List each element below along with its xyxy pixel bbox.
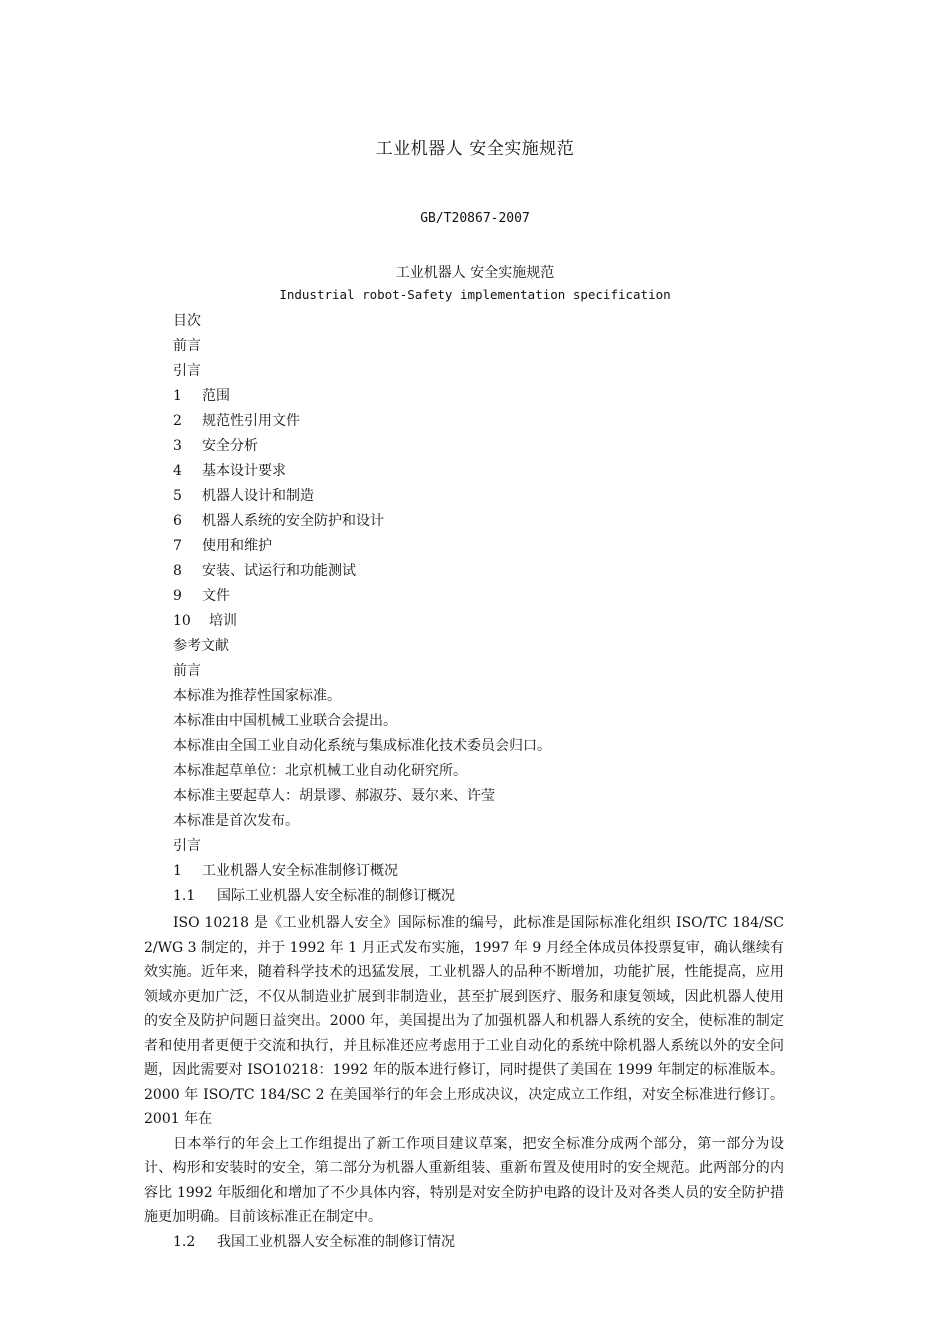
toc-item-number: 2 xyxy=(173,413,182,429)
toc-item xyxy=(173,484,813,509)
toc-item-label: 范围 xyxy=(202,388,230,404)
toc-item-number: 6 xyxy=(173,513,182,529)
body-paragraph: ISO 10218 是《工业机器人安全》国际标准的编号，此标准是国际标准化组织 ISO/TC 184/SC 2/WG 3 制定的，并于 1992 年 1 月正式发布实施，1997 年 9 月经全体成员体投票复审，确认继续有效实施。近年来，随着科学技术的迅猛发展，工业机器人的品种不断增加，功能扩展，性能提高，应用领域亦更加广泛，不仅从制造业扩展到非制造业，甚至扩展到医疗、服务和康复领域，因此机器人使用的安全及防护问题日益突出。2000 年，美国提出为了加强机器人和机器人系统的安全，使标准的制定者和使用者更便于交流和执行，并且标准还应考虑用于工业自动化的系统中除机器人系统以外的安全问题，因此需要对 ISO10218：1992 年的版本进行修订，同时提供了美国在 1999 年制定的标准版本。2000 年 ISO/TC 184/SC 2 在美国举行的年会上形成决议，决定成立工作组，对安全标准进行修订。2001 年在 xyxy=(144,915,784,1127)
preface-line: 本标准由全国工业自动化系统与集成标准化技术委员会归口。 xyxy=(173,738,551,754)
preface-heading: 前言 xyxy=(173,663,201,679)
chinese-title: 工业机器人 安全实施规范 xyxy=(395,265,555,281)
toc-heading: 目次 xyxy=(173,313,201,329)
section-title: 工业机器人安全标准制修订概况 xyxy=(202,863,398,879)
toc-item-label: 培训 xyxy=(209,613,237,629)
toc-preface: 前言 xyxy=(173,338,201,354)
toc-item-label: 安装、试运行和功能测试 xyxy=(202,563,356,579)
toc-item xyxy=(173,609,813,634)
toc-item xyxy=(173,384,813,409)
toc-introduction: 引言 xyxy=(173,363,201,379)
toc-item-number: 7 xyxy=(173,538,182,554)
subsection-number: 1.1 xyxy=(173,888,196,904)
toc-item xyxy=(173,434,813,459)
preface-line: 本标准由中国机械工业联合会提出。 xyxy=(173,713,397,729)
subsection-title: 国际工业机器人安全标准的制修订概况 xyxy=(217,888,455,904)
toc-item-label: 规范性引用文件 xyxy=(202,413,300,429)
standard-number: GB/T20867-2007 xyxy=(420,211,530,226)
subsection-title: 我国工业机器人安全标准的制修订情况 xyxy=(217,1233,455,1250)
toc-item-label: 机器人设计和制造 xyxy=(202,488,314,504)
subsection-heading xyxy=(173,1230,813,1255)
preface-line: 本标准起草单位：北京机械工业自动化研究所。 xyxy=(173,763,467,779)
subsection-number: 1.2 xyxy=(173,1233,196,1250)
section-heading xyxy=(173,859,813,884)
preface-line: 本标准是首次发布。 xyxy=(173,813,299,829)
toc-item-label: 使用和维护 xyxy=(202,538,272,554)
toc-item-label: 基本设计要求 xyxy=(202,463,286,479)
toc-references: 参考文献 xyxy=(173,638,229,654)
introduction-heading: 引言 xyxy=(173,838,201,854)
toc-item-label: 文件 xyxy=(202,588,230,604)
toc-item-number: 4 xyxy=(173,463,182,479)
toc-item-number: 10 xyxy=(173,613,191,629)
english-title: Industrial robot-Safety implementation specification xyxy=(279,287,671,302)
section-number: 1 xyxy=(173,863,182,879)
body-paragraph: 日本举行的年会上工作组提出了新工作项目建议草案，把安全标准分成两个部分，第一部分为设计、构形和安装时的安全，第二部分为机器人重新组装、重新布置及使用时的安全规范。此两部分的内容比 1992 年版细化和增加了不少具体内容，特别是对安全防护电路的设计及对各类人员的安全防护措施更加明确。目前该标准正在制定中。 xyxy=(144,1135,784,1225)
toc-item-number: 5 xyxy=(173,488,182,504)
toc-item-label: 安全分析 xyxy=(202,438,258,454)
toc-item-number: 8 xyxy=(173,563,182,579)
subsection-heading xyxy=(173,884,813,909)
toc-item-number: 3 xyxy=(173,438,182,454)
toc-item xyxy=(173,459,813,484)
document-body xyxy=(144,309,813,1255)
toc-item xyxy=(173,559,813,584)
toc-item xyxy=(173,509,813,534)
toc-item-number: 1 xyxy=(173,388,182,404)
document-title: 工业机器人 安全实施规范 xyxy=(375,139,575,159)
toc-item-number: 9 xyxy=(173,588,182,604)
toc-item xyxy=(173,409,813,434)
toc-item xyxy=(173,584,813,609)
preface-line: 本标准为推荐性国家标准。 xyxy=(173,688,341,704)
toc-item xyxy=(173,534,813,559)
toc-item-label: 机器人系统的安全防护和设计 xyxy=(202,513,384,529)
preface-line: 本标准主要起草人：胡景谬、郝淑芬、聂尔来、许莹 xyxy=(173,788,495,804)
